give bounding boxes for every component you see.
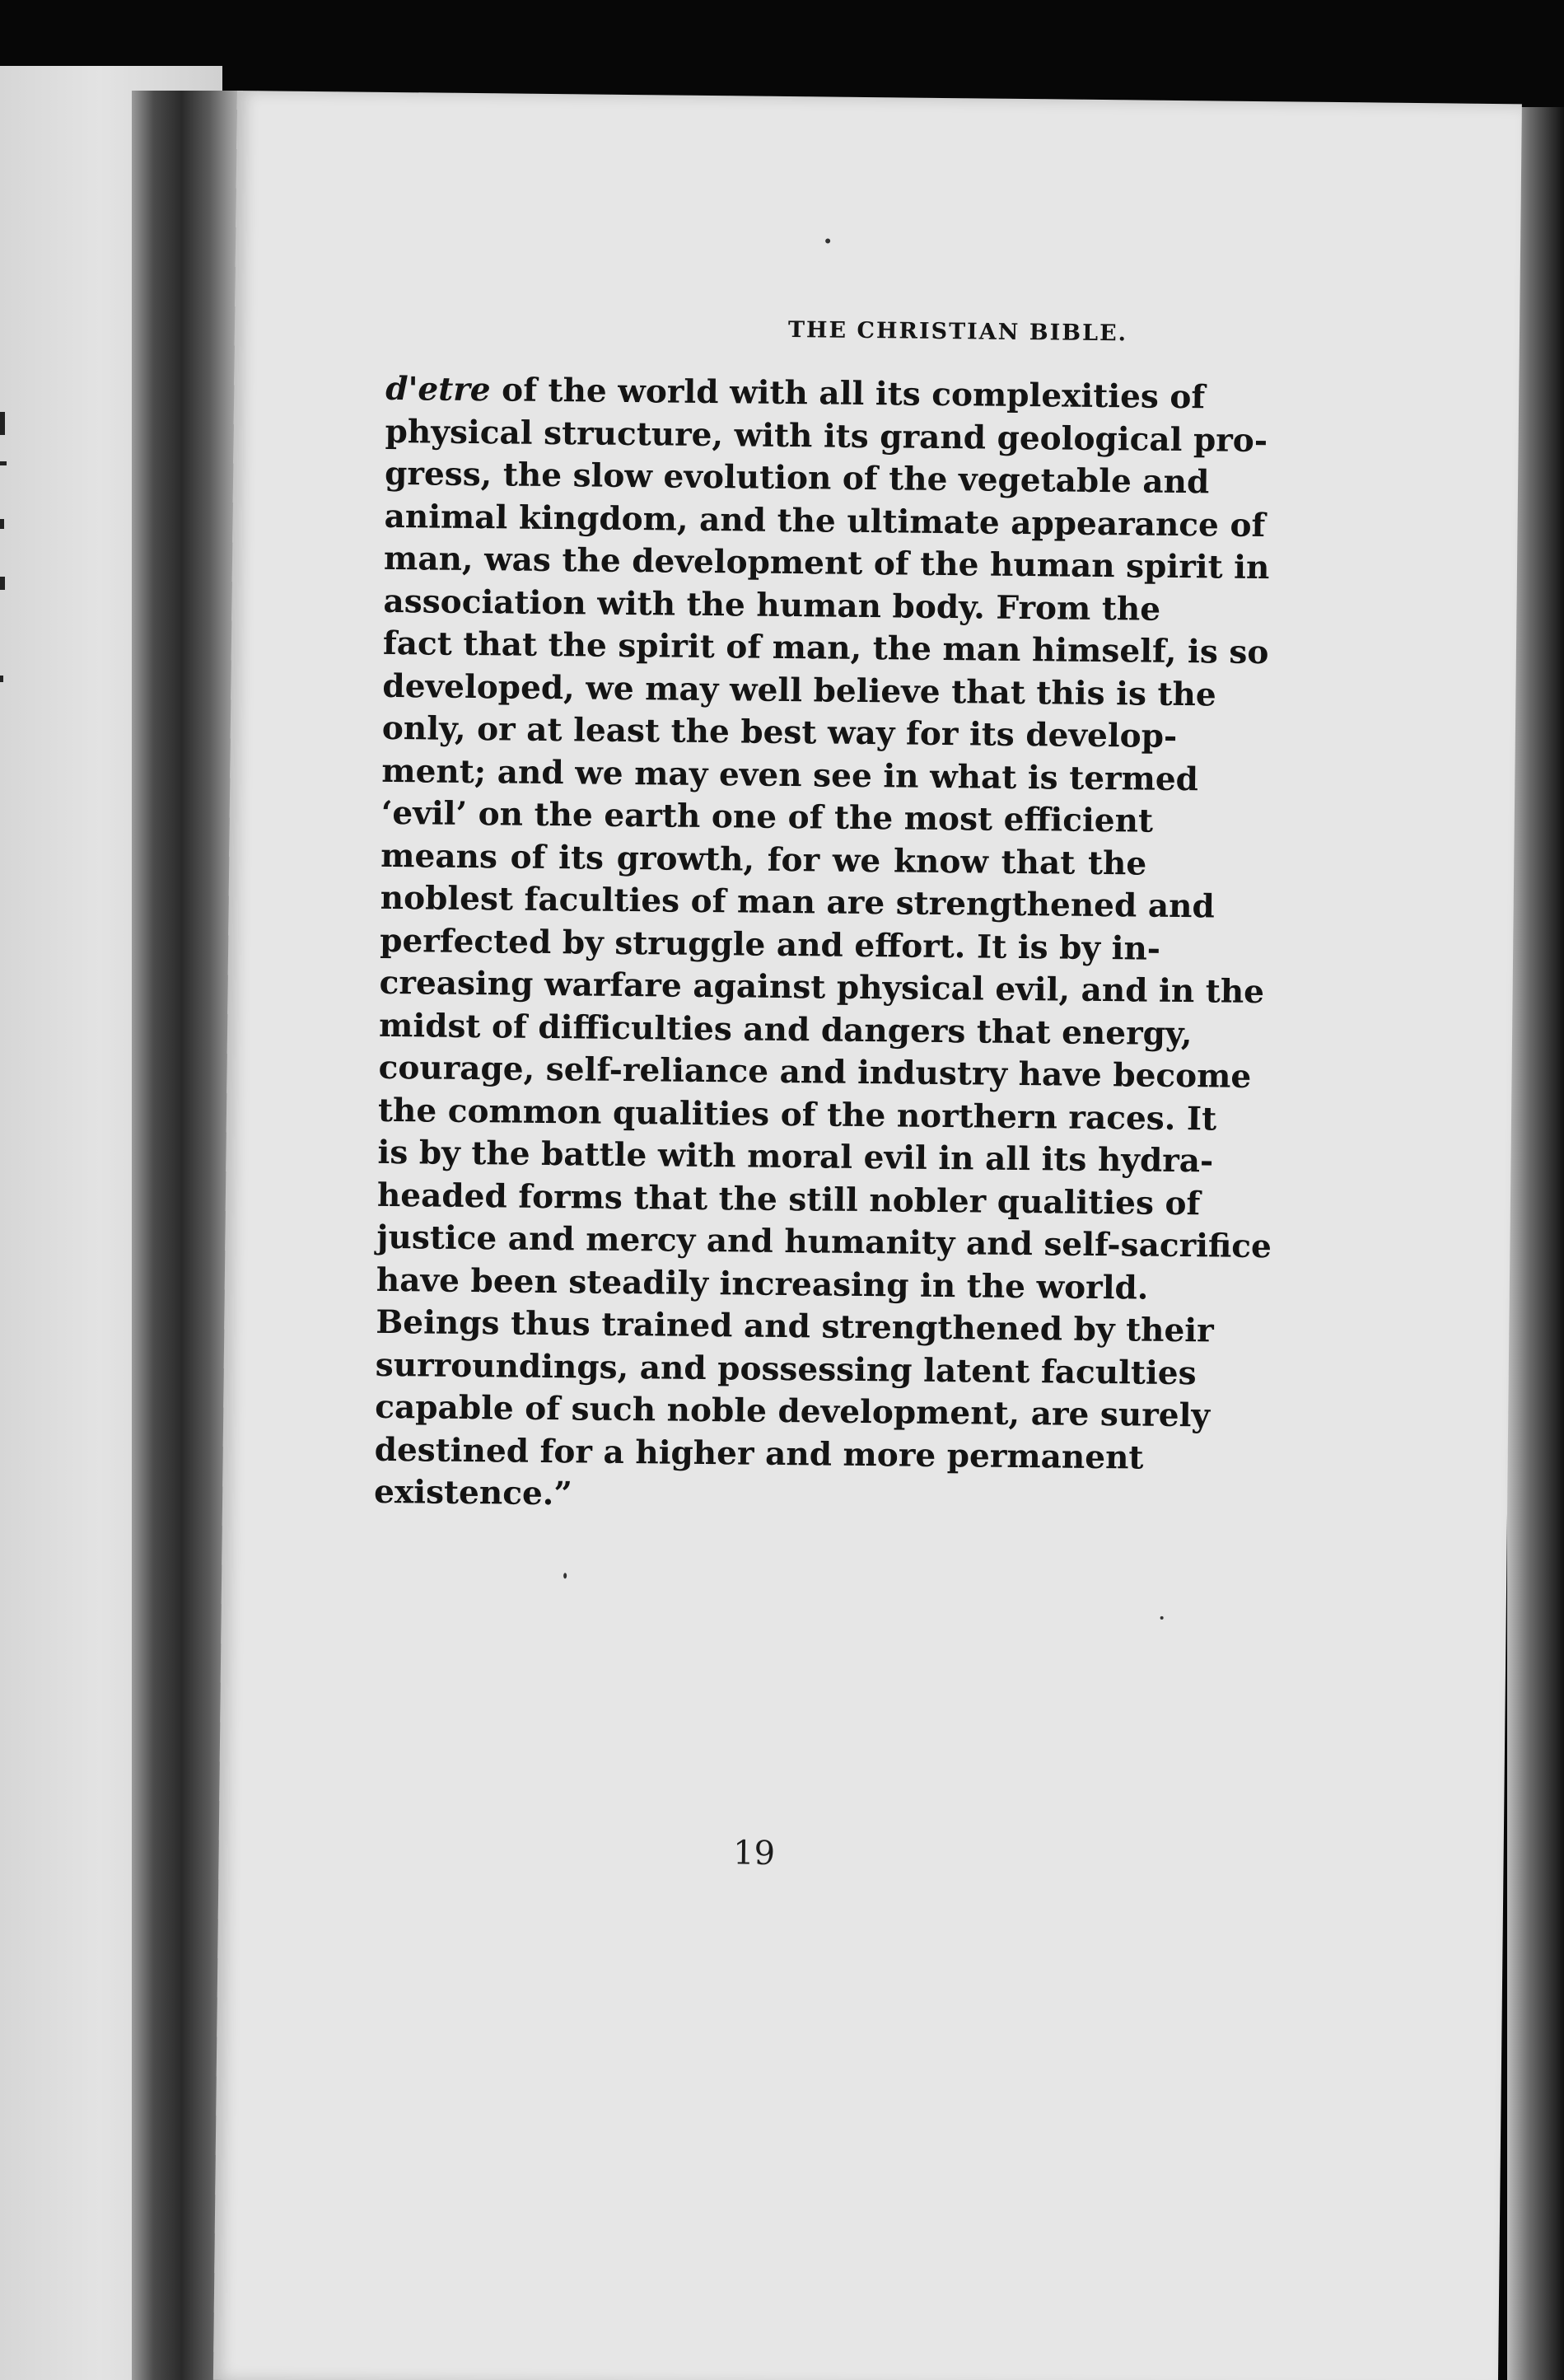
text-line-25: capable of such noble development, are surely (375, 1387, 1211, 1435)
text-line-1: d'etre of the world with all its complexities of (385, 369, 1206, 417)
text-line-3: gress, the slow evolution of the vegetable and (384, 454, 1210, 502)
text-line-6: association with the human body. From the (383, 582, 1161, 629)
body-text (373, 368, 1272, 1522)
text-line-4: animal kingdom, and the ultimate appearance of (384, 497, 1266, 545)
text-line-19: is by the battle with moral evil in all its hydra- (377, 1133, 1214, 1181)
text-line-16: midst of difficulties and dangers that energy, (378, 1006, 1193, 1053)
text-line-9: only, or at least the best way for its develop- (381, 708, 1178, 755)
text-line-13: noblest faculties of man are strengthened and (380, 878, 1215, 926)
book-page (213, 91, 1522, 2380)
running-head: THE CHRISTIAN BIBLE. (787, 317, 1128, 347)
text-line-17: courage, self-reliance and industry have become (378, 1048, 1252, 1096)
text-line-2: physical structure, with its grand geological pro- (385, 412, 1268, 460)
text-line-22: have been steadily increasing in the world. (376, 1260, 1149, 1307)
text-line-26: destined for a higher and more permanent (374, 1430, 1144, 1477)
text-line-15: creasing warfare against physical evil, and in the (379, 963, 1265, 1012)
text-line-11: ‘evil’ on the earth one of the most efficient (380, 793, 1154, 840)
text-line-8: developed, we may well believe that this is the (382, 666, 1216, 713)
text-line-23: Beings thus trained and strengthened by their (376, 1302, 1214, 1350)
paper-speck (1160, 1616, 1164, 1620)
text-line-24: surroundings, and possessing latent faculties (375, 1345, 1197, 1392)
text-line-7: fact that the spirit of man, the man himself, is so (382, 624, 1269, 672)
text-line-27: existence.” (373, 1472, 573, 1513)
text-line-21: justice and mercy and humanity and self-sacrifice (376, 1218, 1272, 1266)
text-line-10: ment; and we may even see in what is termed (381, 751, 1199, 798)
page-number: 19 (732, 1834, 776, 1873)
text-line-14: perfected by struggle and effort. It is by in- (379, 921, 1161, 968)
text-line-18: the common qualities of the northern races. It (377, 1091, 1217, 1139)
text-line-5: man, was the development of the human spirit in (383, 539, 1270, 587)
italic-word: d'etre (385, 369, 491, 409)
facing-page-marks (0, 412, 12, 684)
paper-speck (825, 238, 830, 243)
text-line-20: headed forms that the still nobler qualities of (376, 1176, 1201, 1223)
text-line-12: means of its growth, for we know that the (380, 836, 1147, 883)
paper-speck (563, 1573, 567, 1578)
